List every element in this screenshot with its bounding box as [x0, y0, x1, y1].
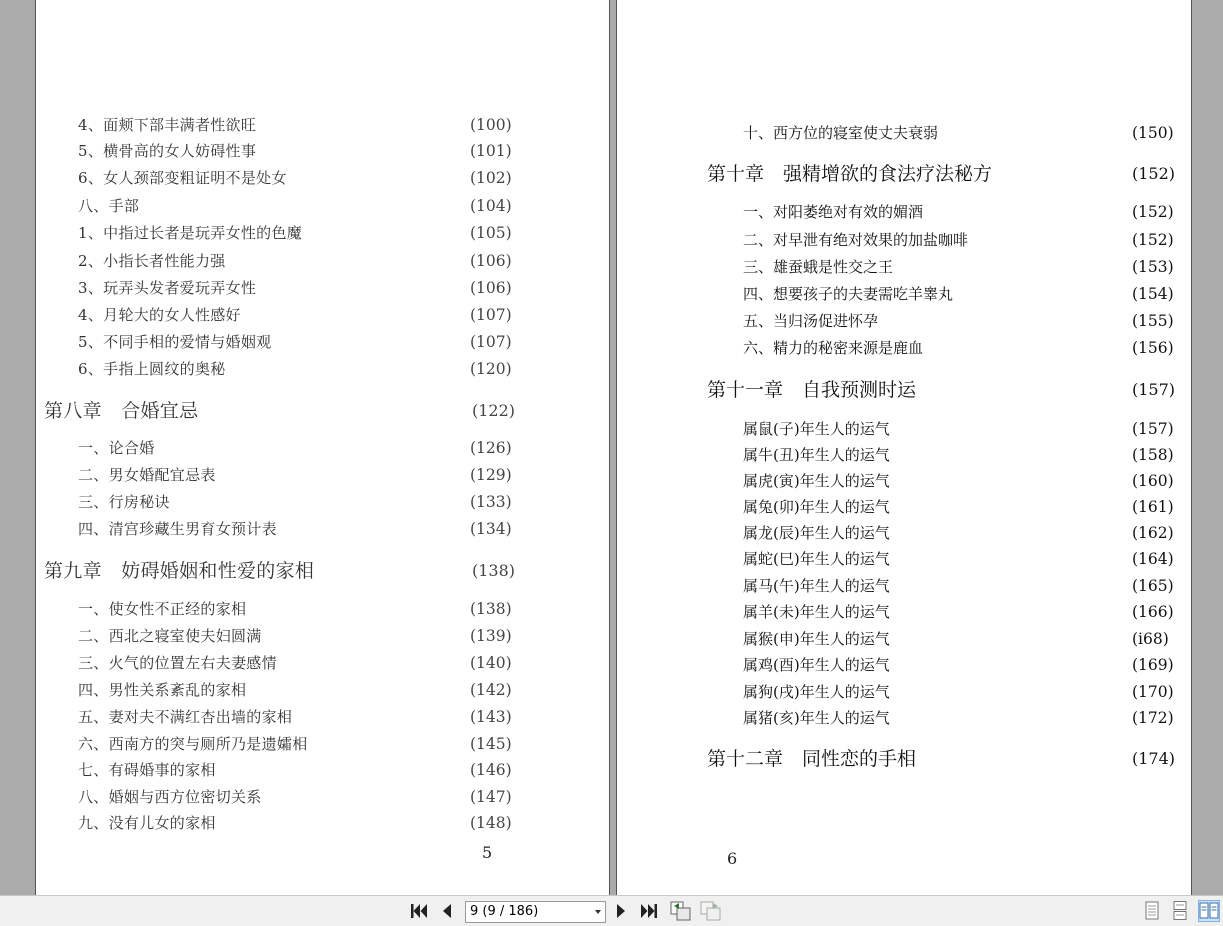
toc-entry-title: 五、当归汤促进怀孕	[743, 312, 879, 330]
navigation-toolbar	[0, 895, 1223, 926]
toc-entry-page: (166)	[1132, 603, 1174, 621]
toc-entry-title: 六、西南方的突与厕所乃是遗孀相	[78, 735, 308, 753]
chevron-down-icon	[595, 910, 601, 914]
toc-entry-title: 四、清宫珍藏生男育女预计表	[78, 520, 277, 538]
toc-entry-page: (164)	[1132, 550, 1174, 568]
toc-entry	[36, 787, 609, 811]
right-page	[616, 0, 1192, 895]
toc-entry-title: 三、火气的位置左右夫妻感情	[78, 654, 277, 672]
page-number: 6	[727, 849, 738, 868]
toc-entry-title: 1、中指过长者是玩弄女性的色魔	[78, 224, 303, 242]
last-page-icon	[639, 902, 659, 920]
toc-entry-page: (143)	[470, 708, 512, 726]
toc-entry-title: 第十章 强精增欲的食法疗法秘方	[707, 163, 993, 185]
toc-entry-title: 第十二章 同性恋的手相	[707, 748, 917, 770]
toc-entry-title: 二、男女婚配宜忌表	[78, 466, 216, 484]
toc-entry-title: 4、月轮大的女人性感好	[78, 306, 241, 324]
toc-entry-page: (129)	[470, 466, 512, 484]
toc-entry	[617, 338, 1191, 362]
toc-entry-title: 5、横骨高的女人妨碍性事	[78, 142, 257, 160]
toc-entry-title: 属鼠(子)年生人的运气	[743, 420, 890, 438]
toc-entry-page: (120)	[470, 360, 512, 378]
toc-entry-page: (153)	[1132, 258, 1174, 276]
toc-entry	[36, 115, 609, 139]
toc-entry	[36, 359, 609, 383]
toc-entry-page: (157)	[1132, 420, 1174, 438]
toc-entry-title: 五、妻对夫不满红杏出墙的家相	[78, 708, 293, 726]
page-number: 5	[482, 843, 493, 862]
go-back-icon	[670, 901, 692, 921]
toc-entry-page: (165)	[1132, 577, 1174, 595]
toc-entry	[36, 734, 609, 758]
toc-entry	[36, 813, 609, 837]
toc-entry-title: 属蛇(巳)年生人的运气	[743, 550, 890, 568]
toc-entry	[36, 653, 609, 677]
toc-entry-page: (150)	[1132, 124, 1174, 142]
toc-entry-page: (140)	[470, 654, 512, 672]
toc-entry-page: (172)	[1132, 709, 1174, 727]
toc-entry-title: 八、手部	[78, 197, 140, 215]
toc-entry-title: 二、西北之寝室使夫妇圆满	[78, 627, 262, 645]
toc-entry-page: (138)	[470, 600, 512, 618]
first-page-button[interactable]	[408, 900, 430, 922]
toc-entry-page: (107)	[470, 306, 512, 324]
go-forward-button[interactable]	[700, 900, 722, 922]
toc-entry-title: 七、有碍婚事的家相	[78, 761, 216, 779]
left-page	[35, 0, 610, 895]
page-selector[interactable]	[465, 901, 606, 923]
toc-entry-page: (157)	[1132, 380, 1176, 399]
toc-entry-page: (156)	[1132, 339, 1174, 357]
continuous-view-button[interactable]	[1169, 900, 1191, 922]
toc-entry	[617, 123, 1191, 147]
toc-entry-title: 四、男性关系紊乱的家相	[78, 681, 247, 699]
toc-entry-page: (145)	[470, 735, 512, 753]
first-page-icon	[409, 902, 429, 920]
toc-entry-title: 二、对早泄有绝对效果的加盐咖啡	[743, 231, 969, 249]
toc-entry-page: (146)	[470, 761, 512, 779]
toc-entry	[617, 311, 1191, 335]
toc-entry	[36, 626, 609, 650]
toc-entry	[36, 438, 609, 462]
toc-entry-title: 属羊(未)年生人的运气	[743, 603, 890, 621]
page-selector-value: 9 (9 / 186)	[470, 904, 539, 919]
toc-entry-title: 属龙(辰)年生人的运气	[743, 524, 890, 542]
toc-chapter	[617, 162, 1191, 186]
two-page-view-button[interactable]	[1198, 900, 1220, 922]
toc-entry	[36, 278, 609, 302]
previous-page-icon	[439, 902, 455, 920]
toc-entry-title: 属鸡(酉)年生人的运气	[743, 656, 890, 674]
toc-entry-title: 4、面颊下部丰满者性欲旺	[78, 116, 257, 134]
toc-entry	[617, 523, 1191, 547]
toc-entry-title: 属狗(戌)年生人的运气	[743, 683, 890, 701]
toc-entry-page: (107)	[470, 333, 512, 351]
toc-entry-title: 三、行房秘诀	[78, 493, 170, 511]
toc-entry	[617, 708, 1191, 732]
toc-entry-page: (148)	[470, 814, 512, 832]
toc-entry	[36, 332, 609, 356]
toc-entry	[617, 202, 1191, 226]
toc-entry	[617, 257, 1191, 281]
toc-entry	[617, 230, 1191, 254]
toc-entry-title: 一、论合婚	[78, 439, 155, 457]
toc-entry-page: (138)	[472, 561, 516, 580]
toc-entry-title: 六、精力的秘密来源是鹿血	[743, 339, 924, 357]
toc-entry-page: (101)	[470, 142, 512, 160]
toc-entry	[36, 305, 609, 329]
toc-entry-title: 四、想要孩子的夫妻需吃羊睾丸	[743, 285, 954, 303]
toc-entry-title: 6、手指上圆纹的奥秘	[78, 360, 226, 378]
toc-entry-title: 属猪(亥)年生人的运气	[743, 709, 890, 727]
next-page-icon	[613, 902, 629, 920]
toc-entry-page: (106)	[470, 252, 512, 270]
toc-entry-page: (162)	[1132, 524, 1174, 542]
toc-chapter	[617, 378, 1191, 402]
toc-entry	[617, 655, 1191, 679]
toc-entry-page: (174)	[1132, 749, 1176, 768]
go-forward-icon	[700, 901, 722, 921]
toc-entry-page: (170)	[1132, 683, 1174, 701]
toc-entry-page: (160)	[1132, 472, 1174, 490]
toc-entry	[36, 519, 609, 543]
toc-entry	[617, 284, 1191, 308]
toc-entry	[36, 251, 609, 275]
toc-entry	[36, 680, 609, 704]
toc-entry-page: (134)	[470, 520, 512, 538]
toc-entry-title: 属牛(丑)年生人的运气	[743, 446, 890, 464]
toc-entry-title: 属虎(寅)年生人的运气	[743, 472, 890, 490]
toc-entry-title: 属猴(申)年生人的运气	[743, 630, 890, 648]
toc-entry	[617, 471, 1191, 495]
toc-entry-page: (152)	[1132, 164, 1176, 183]
single-page-view-button[interactable]	[1141, 900, 1163, 922]
toc-chapter	[617, 747, 1191, 771]
toc-entry-page: (169)	[1132, 656, 1174, 674]
toc-entry	[617, 682, 1191, 706]
toc-entry	[617, 629, 1191, 653]
toc-entry-title: 三、雄蚕蛾是性交之王	[743, 258, 894, 276]
toc-entry-page: (155)	[1132, 312, 1174, 330]
toc-entry-page: (154)	[1132, 285, 1174, 303]
toc-entry-title: 第八章 合婚宜忌	[44, 400, 199, 422]
toc-entry-page: (147)	[470, 788, 512, 806]
toc-entry	[36, 465, 609, 489]
two-page-view-icon	[1199, 901, 1219, 921]
toc-entry-page: (105)	[470, 224, 512, 242]
toc-entry-page: (i68)	[1132, 630, 1169, 648]
last-page-button[interactable]	[638, 900, 660, 922]
toc-entry-page: (139)	[470, 627, 512, 645]
toc-entry	[617, 419, 1191, 443]
single-page-view-icon	[1144, 901, 1160, 921]
toc-entry-title: 八、婚姻与西方位密切关系	[78, 788, 262, 806]
toc-entry	[617, 497, 1191, 521]
toc-entry-page: (158)	[1132, 446, 1174, 464]
toc-entry-title: 6、女人颈部变粗证明不是处女	[78, 169, 287, 187]
toc-entry	[36, 760, 609, 784]
toc-entry-title: 2、小指长者性能力强	[78, 252, 226, 270]
toc-entry-page: (152)	[1132, 203, 1174, 221]
continuous-view-icon	[1172, 901, 1188, 921]
toc-entry-title: 第十一章 自我预测时运	[707, 379, 917, 401]
toc-entry	[617, 576, 1191, 600]
toc-entry-title: 一、使女性不正经的家相	[78, 600, 247, 618]
toc-entry-title: 属马(午)年生人的运气	[743, 577, 890, 595]
toc-entry	[36, 707, 609, 731]
toc-entry-title: 5、不同手相的爱情与婚姻观	[78, 333, 272, 351]
toc-entry-page: (122)	[472, 401, 516, 420]
toc-entry	[36, 168, 609, 192]
toc-entry-page: (133)	[470, 493, 512, 511]
toc-entry-page: (126)	[470, 439, 512, 457]
toc-entry-title: 九、没有儿女的家相	[78, 814, 216, 832]
toc-entry-page: (152)	[1132, 231, 1174, 249]
toc-entry-page: (102)	[470, 169, 512, 187]
toc-entry	[617, 549, 1191, 573]
next-page-button[interactable]	[610, 900, 632, 922]
previous-page-button[interactable]	[436, 900, 458, 922]
toc-entry	[36, 599, 609, 623]
toc-entry	[617, 445, 1191, 469]
toc-chapter	[36, 399, 609, 423]
toc-entry	[617, 602, 1191, 626]
toc-entry-title: 3、玩弄头发者爱玩弄女性	[78, 279, 257, 297]
toc-entry-title: 属兔(卯)年生人的运气	[743, 498, 890, 516]
toc-entry-page: (104)	[470, 197, 512, 215]
toc-entry-page: (142)	[470, 681, 512, 699]
toc-entry-page: (106)	[470, 279, 512, 297]
toc-entry-title: 第九章 妨碍婚姻和性爱的家相	[44, 560, 315, 582]
toc-entry-page: (161)	[1132, 498, 1174, 516]
toc-entry	[36, 223, 609, 247]
toc-entry	[36, 141, 609, 165]
toc-entry	[36, 196, 609, 220]
go-back-button[interactable]	[670, 900, 692, 922]
toc-chapter	[36, 559, 609, 583]
toc-entry	[36, 492, 609, 516]
toc-entry-page: (100)	[470, 116, 512, 134]
toc-entry-title: 一、对阳萎绝对有效的媚酒	[743, 203, 924, 221]
toc-entry-title: 十、西方位的寝室使丈夫衰弱	[743, 124, 939, 142]
